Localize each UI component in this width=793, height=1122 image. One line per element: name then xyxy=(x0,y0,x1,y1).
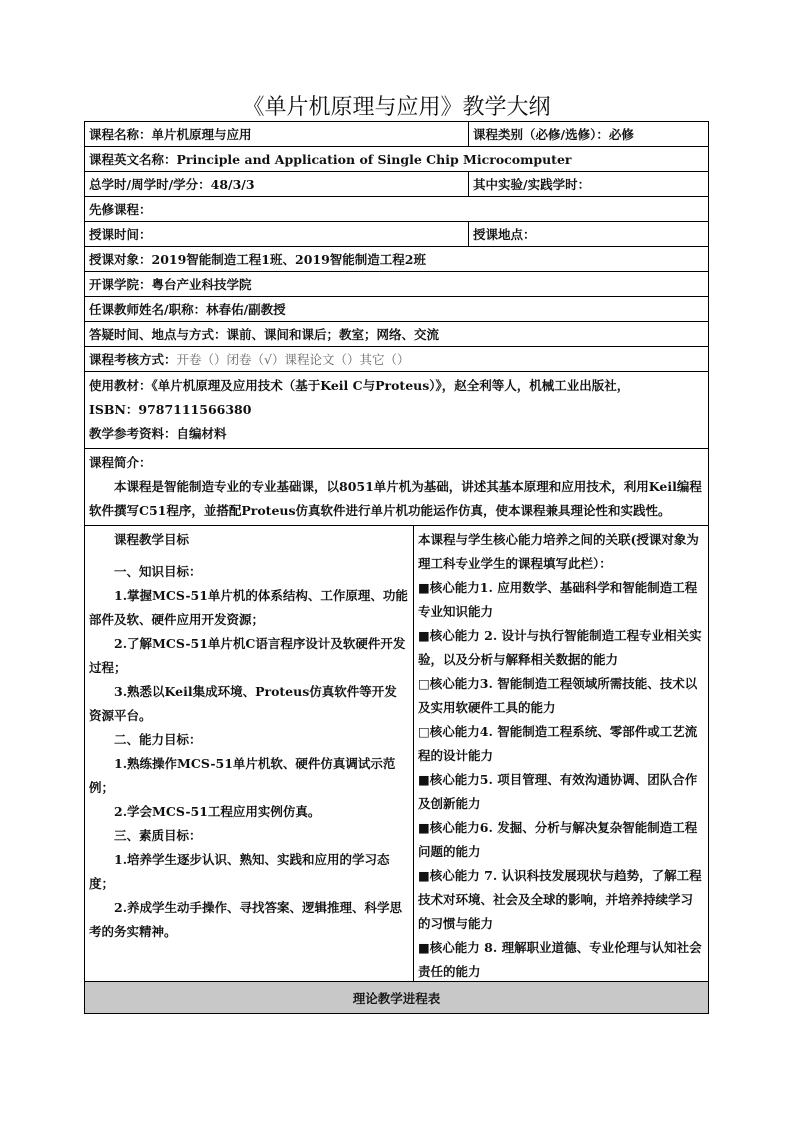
label: 任课教师姓名/职称： xyxy=(89,302,207,317)
qa-value: 课前、课间和课后；教室；网络、交流 xyxy=(226,327,440,342)
label: 先修课程： xyxy=(89,202,152,217)
objective-line: 1.掌握MCS-51单片机的体系结构、工作原理、功能部件及软、硬件应用开发资源； xyxy=(89,588,408,627)
intro-label: 课程简介： xyxy=(89,455,152,470)
ability-item: ■核心能力 8. 理解职业道德、专业伦理与认知社会责任的能力 xyxy=(418,940,702,979)
college-value: 粤台产业科技学院 xyxy=(151,277,252,292)
row-teacher xyxy=(85,297,708,322)
page-title: 《单片机原理与应用》教学大纲 xyxy=(242,95,551,120)
abilities-column xyxy=(414,526,708,981)
label: 使用教材： xyxy=(89,378,152,393)
label: 课程名称： xyxy=(89,127,152,142)
ability-item: □核心能力4. 智能制造工程系统、零部件或工艺流程的设计能力 xyxy=(418,724,698,763)
row-prereq xyxy=(85,197,708,222)
audience-value: 2019智能制造工程1班、2019智能制造工程2班 xyxy=(151,252,426,267)
row-textbook xyxy=(85,372,708,449)
row-schedule-header xyxy=(85,982,708,1013)
ability-item: ■核心能力5. 项目管理、有效沟通协调、团队合作及创新能力 xyxy=(418,772,698,811)
label: 授课地点： xyxy=(473,227,536,242)
row-course-name xyxy=(85,122,708,147)
row-time-place xyxy=(85,222,708,247)
label: 授课对象： xyxy=(89,252,152,267)
objective-line: 1.培养学生逐步认识、熟知、实践和应用的学习态度； xyxy=(89,852,390,891)
ability-item: ■核心能力 2. 设计与执行智能制造工程专业相关实验，以及分析与解释相关数据的能力 xyxy=(418,628,702,667)
ability-item: ■核心能力 7. 认识科技发展现状与趋势，了解工程技术对环境、社会及全球的影响，并培养持续学习的习惯与能力 xyxy=(418,868,702,931)
label: 课程类别（必修/选修）： xyxy=(473,127,609,142)
row-english-name xyxy=(85,147,708,172)
textbook-value: 《单片机原理及应用技术（基于Keil C与Proteus）》，赵全利等人，机械工业出版社， xyxy=(151,378,630,393)
label: 教学参考资料： xyxy=(89,426,177,441)
label: 课程考核方式： xyxy=(89,352,177,367)
ability-item: □核心能力3. 智能制造工程领域所需技能、技术以及实用软硬件工具的能力 xyxy=(418,676,698,715)
ability-item: ■核心能力6. 发掘、分析与解决复杂智能制造工程问题的能力 xyxy=(418,820,698,859)
label: 总学时/周学时/学分： xyxy=(89,177,211,192)
objective-line: 3.熟悉以Keil集成环境、Proteus仿真软件等开发资源平台。 xyxy=(89,684,397,723)
isbn: ISBN：9787111566380 xyxy=(89,402,252,417)
objective-line: 2.养成学生动手操作、寻找答案、逻辑推理、科学思考的务实精神。 xyxy=(89,900,403,939)
label: 答疑时间、地点与方式： xyxy=(89,327,227,342)
objectives-column xyxy=(85,526,414,981)
course-name-value: 单片机原理与应用 xyxy=(151,127,252,142)
row-hours xyxy=(85,172,708,197)
intro-text: 本课程是智能制造专业的专业基础课，以8051单片机为基础，讲述其基本原理和应用技术，利用Keil编程软件撰写C51程序，並搭配Proteus仿真软件进行单片机功能运作仿真，使本课程兼具理论性和实践性。 xyxy=(89,479,702,518)
objective-line: 1.熟练操作MCS-51单片机软、硬件仿真调试示范例； xyxy=(89,756,396,795)
syllabus-table xyxy=(84,121,709,1014)
hours-value: 48/3/3 xyxy=(210,176,255,192)
row-objectives-abilities xyxy=(85,526,708,982)
row-assessment xyxy=(85,347,708,372)
objective-line: 三、素质目标： xyxy=(114,828,202,843)
label: 授课时间： xyxy=(89,227,152,242)
row-audience xyxy=(85,247,708,272)
objective-line: 2.了解MCS-51单片机C语言程序设计及软硬件开发过程； xyxy=(89,636,406,675)
english-name-value: Principle and Application of Single Chip Microcomputer xyxy=(176,151,572,167)
objective-line: 一、知识目标： xyxy=(114,564,202,579)
ability-item: ■核心能力1. 应用数学、基础科学和智能制造工程专业知识能力 xyxy=(418,580,698,619)
label: 开课学院： xyxy=(89,277,152,292)
row-college xyxy=(85,272,708,297)
objective-line: 2.学会MCS-51工程应用实例仿真。 xyxy=(114,804,321,819)
label: 课程英文名称： xyxy=(89,152,177,167)
objectives-heading: 课程教学目标 xyxy=(114,532,190,547)
schedule-header: 理论教学进程表 xyxy=(85,982,708,1013)
abilities-heading: 本课程与学生核心能力培养之间的关联(授课对象为理工科专业学生的课程填写此栏）： xyxy=(418,532,699,571)
label: 其中实验/实践学时： xyxy=(473,177,591,192)
row-intro xyxy=(85,449,708,526)
references-value: 自编材料 xyxy=(176,426,227,441)
course-type-value: 必修 xyxy=(608,127,634,142)
objective-line: 二、能力目标： xyxy=(114,732,202,747)
teacher-value: 林春佑/副教授 xyxy=(206,302,286,317)
row-qa xyxy=(85,322,708,347)
assessment-value: 开卷（）闭卷（√）课程论文（）其它（） xyxy=(176,352,410,367)
